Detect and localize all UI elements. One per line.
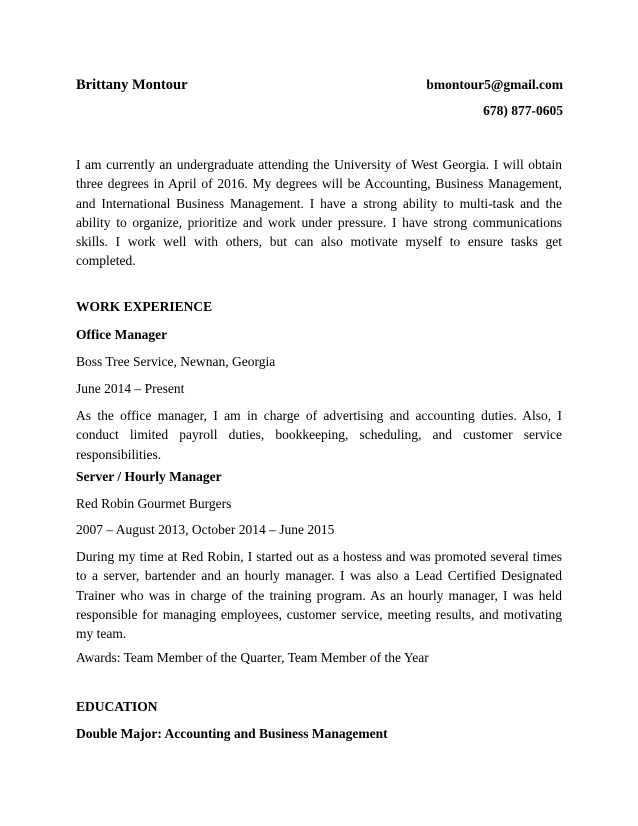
job-title-server: Server / Hourly Manager xyxy=(76,469,222,484)
job-dates-office-manager: June 2014 – Present xyxy=(76,381,185,396)
education-degree: Double Major: Accounting and Business Management xyxy=(76,726,388,741)
education-heading: EDUCATION xyxy=(76,699,158,714)
job-description-office-manager: As the office manager, I am in charge of advertising and accounting duties. Also, I conduct limited payroll duties, bookkeeping, scheduling, and customer service responsibilities. xyxy=(76,408,562,462)
email-address[interactable]: bmontour5@gmail.com xyxy=(426,77,563,92)
job-awards-server: Awards: Team Member of the Quarter, Team Member of the Year xyxy=(76,650,429,665)
job-title-office-manager: Office Manager xyxy=(76,327,168,342)
job-company-office-manager: Boss Tree Service, Newnan, Georgia xyxy=(76,354,276,369)
phone-number: 678) 877-0605 xyxy=(483,103,563,118)
applicant-name: Brittany Montour xyxy=(76,77,188,93)
job-dates-server: 2007 – August 2013, October 2014 – June 2015 xyxy=(76,522,335,537)
summary-paragraph: I am currently an undergraduate attending the University of West Georgia. I will obtain three degrees in April of 2016. My degrees will be Accounting, Business Management, and International Business Management. I have a strong ability to multi-task and the ability to organize, prioritize and work under pressure. I have strong communications skills. I work well with others, but can also motivate myself to ensure tasks get completed. xyxy=(76,157,562,269)
contact-info xyxy=(426,77,563,124)
job-company-server: Red Robin Gourmet Burgers xyxy=(76,496,232,511)
job-description-server: During my time at Red Robin, I started out as a hostess and was promoted several times to a server, bartender and an hourly manager. I was also a Lead Certified Designated Trainer who was in charge of the training program. As an hourly manager, I was held responsible for managing employees, customer service, meeting results, and motivating my team. xyxy=(76,549,562,642)
work-experience-heading: WORK EXPERIENCE xyxy=(76,299,213,314)
